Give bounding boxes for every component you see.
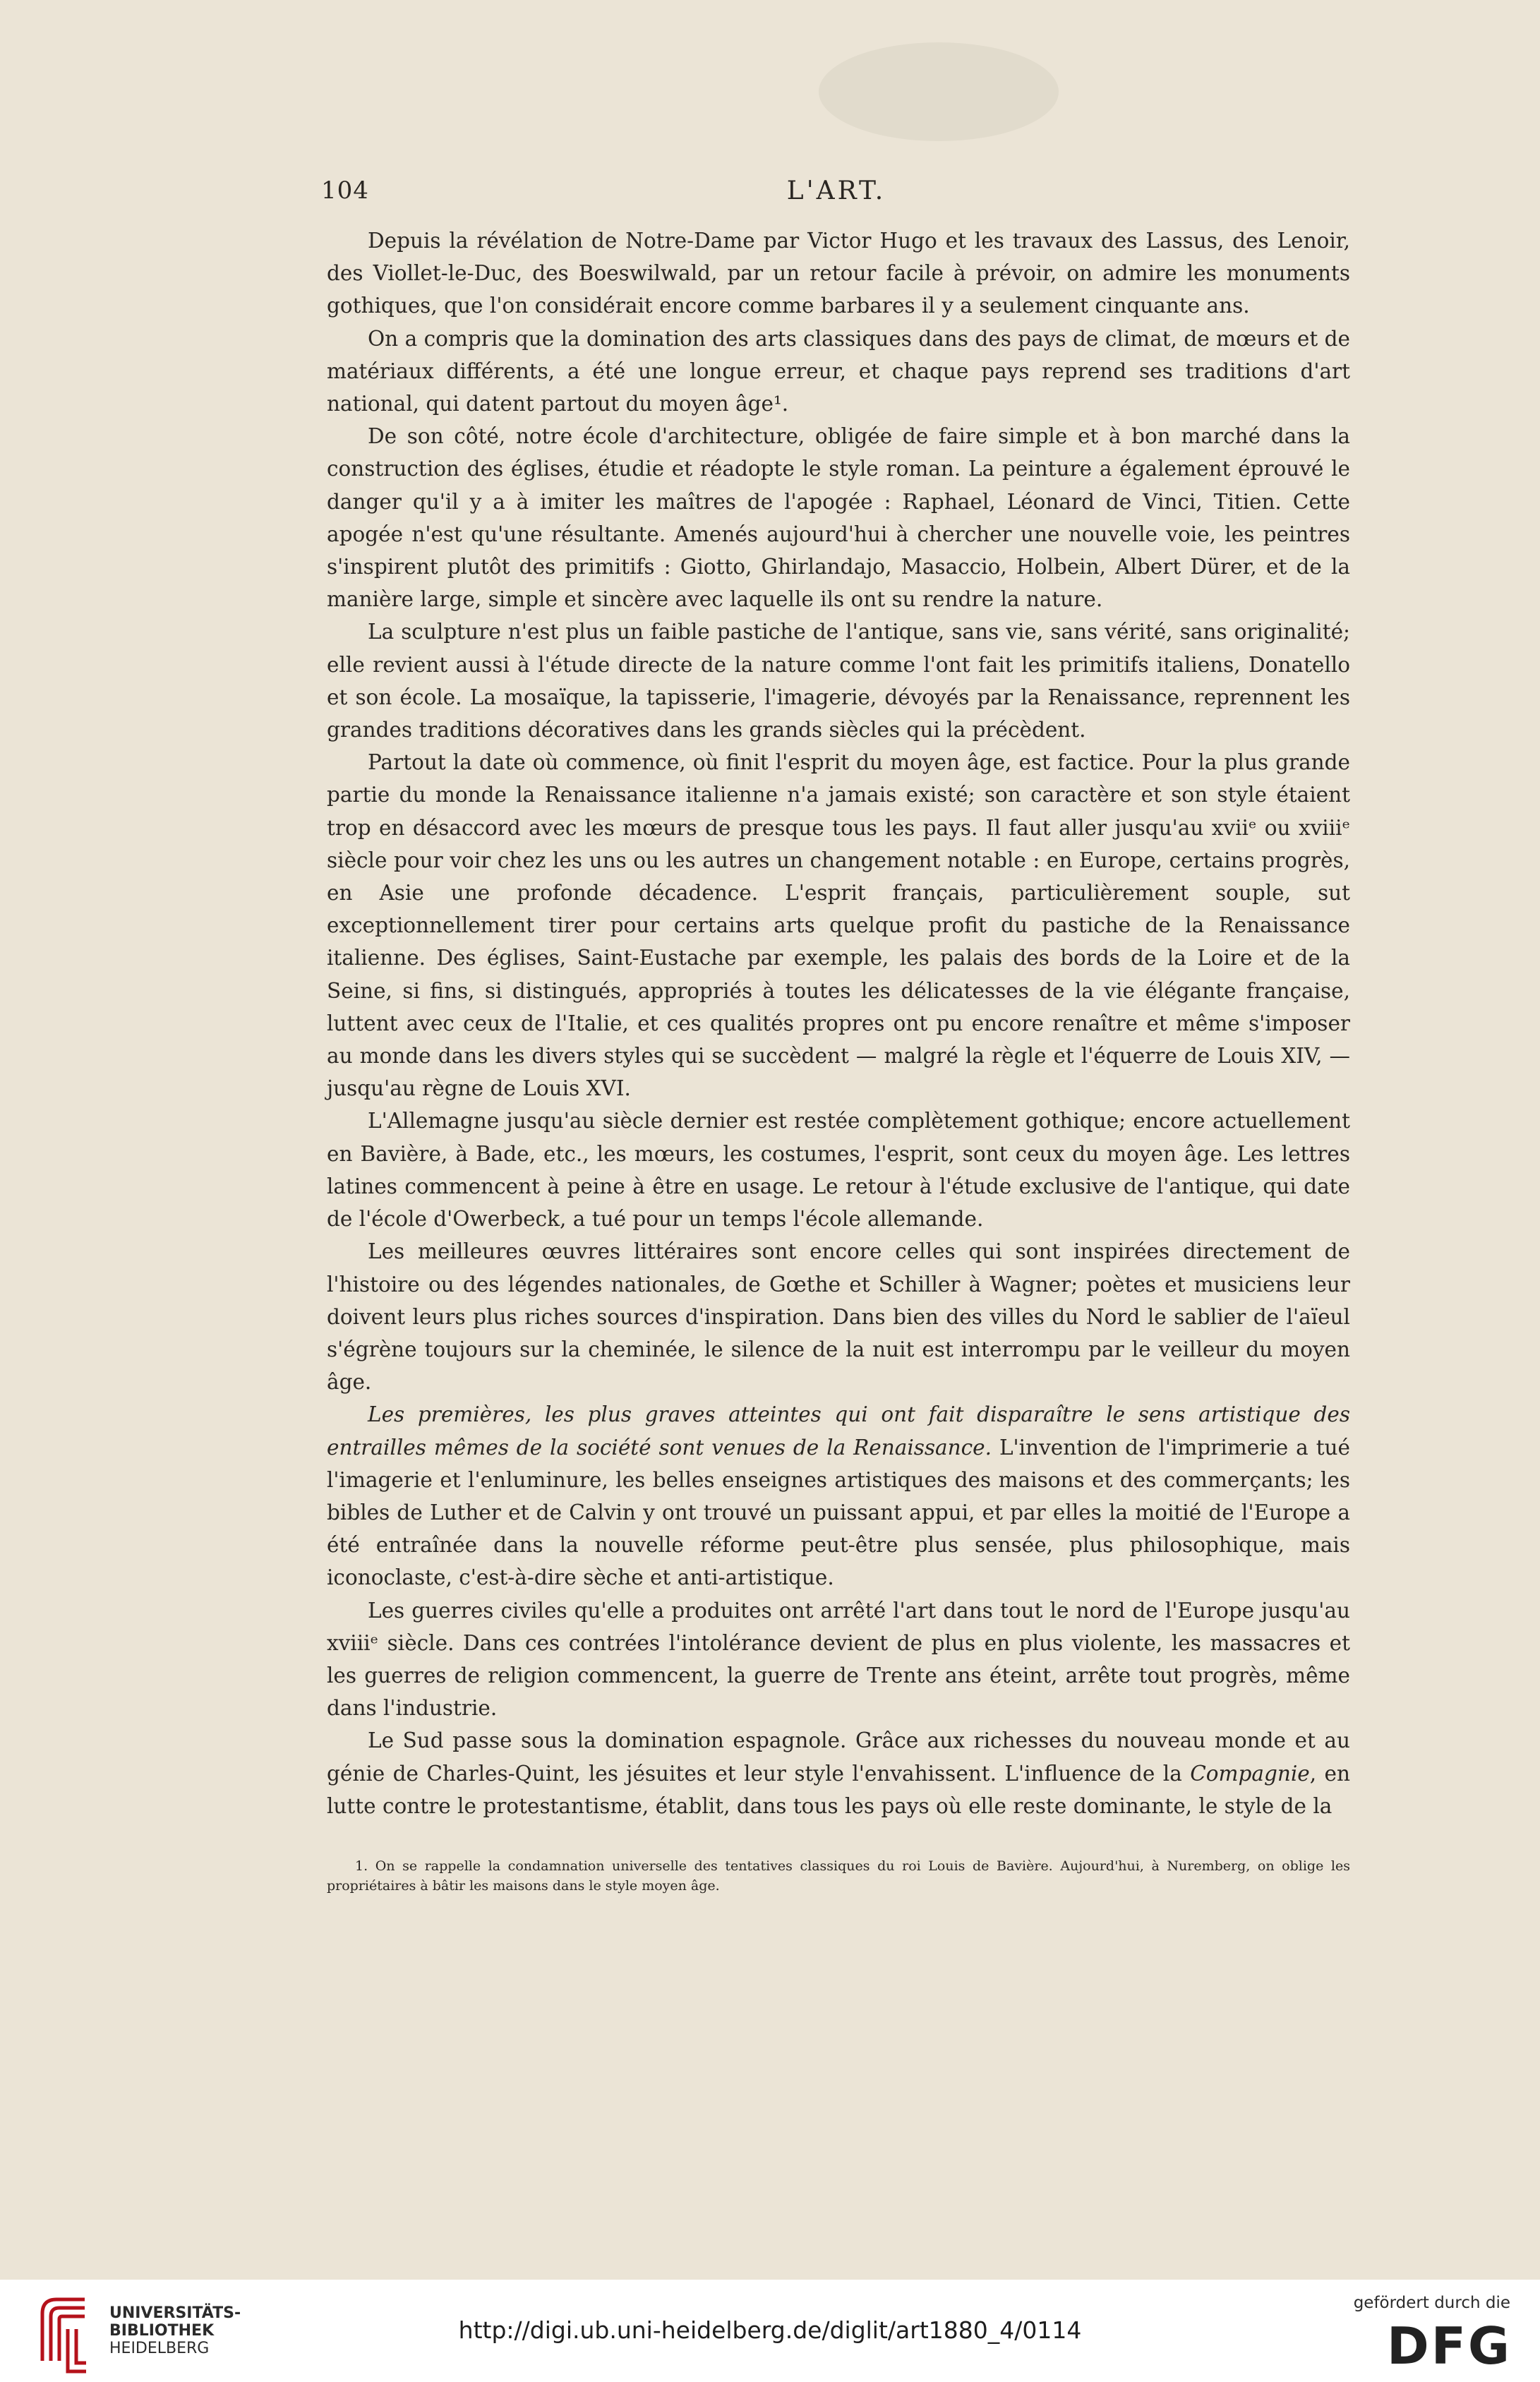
footnote-text: 1. On se rappelle la condamnation universelle des tentatives classiques du roi Louis de Bavière. Aujourd'hui, à Nuremberg, on oblige les propriétaires à bâtir les maisons dans le style moyen âge. (327, 1858, 1350, 1894)
paragraph: Depuis la révélation de Notre-Dame par Victor Hugo et les travaux des Lassus, des Lenoir, des Viollet-le-Duc, des Boeswilwald, par un retour facile à prévoir, on admire les monuments gothiques, que l'on considérait encore comme barbares il y a seulement cinquante ans. (327, 229, 1350, 318)
library-name-line: HEIDELBERG (109, 2340, 210, 2357)
running-title: L'ART. (786, 176, 886, 205)
digitization-footer (0, 2280, 1540, 2382)
paragraph: Les meilleures œuvres littéraires sont encore celles qui sont inspirées directement de l'histoire ou des légendes nationales, de Gœthe et Schiller à Wagner; poètes et musiciens leur doivent leurs plus riches sources d'inspiration. Dans bien des villes du Nord le sablier de l'aïeul s'égrène toujours sur la cheminée, le silence de la nuit est interrompu par le veilleur du moyen âge. (327, 1239, 1350, 1395)
library-name-line: BIBLIOTHEK (109, 2322, 215, 2340)
paragraph: Partout la date où commence, où finit l'esprit du moyen âge, est factice. Pour la plus grande partie du monde la Renaissance italienne n'a jamais existé; son caractère et son style étaient trop en désaccord avec les mœurs de presque tous les pays. Il faut aller jusqu'au xviiᵉ ou xviiiᵉ siècle pour voir chez les uns ou les autres un changement notable : en Europe, certains progrès, en Asie une profonde décadence. L'esprit français, particulièrement souple, sut exceptionnellement tirer pour certains arts quelque profit du pastiche de la Renaissance italienne. Des églises, Saint-Eustache par exemple, les palais des bords de la Loire et de la Seine, si fins, si distingués, appropriés à toutes les délicatesses de la vie élégante française, luttent avec ceux de l'Italie, et ces qualités propres ont pu encore renaître et même s'imposer au monde dans les divers styles qui se succèdent — malgré la règle et l'équerre de Louis XIV, — jusqu'au règne de Louis XVI. (327, 750, 1350, 1101)
paragraph: De son côté, notre école d'architecture, obligée de faire simple et à bon marché dans la construction des églises, étudie et réadopte le style roman. La peinture a également éprouvé le danger qu'il y a à imiter les maîtres de l'apogée : Raphael, Léonard de Vinci, Titien. Cette apogée n'est qu'une résultante. Amenés aujourd'hui à chercher une nouvelle voie, les peintres s'inspirent plutôt des primitifs : Giotto, Ghirlandajo, Masaccio, Holbein, Albert Dürer, et de la manière large, simple et sincère avec laquelle ils ont su rendre la nature. (327, 424, 1350, 612)
last-paragraph (327, 1724, 1350, 1822)
dfg-logo: DFG (1386, 2316, 1512, 2376)
paragraph: Les guerres civiles qu'elle a produites ont arrêté l'art dans tout le nord de l'Europe jusqu'au xviiiᵉ siècle. Dans ces contrées l'intolérance devient de plus en plus violente, les massacres et les guerres de religion commencent, la guerre de Trente ans éteint, arrête tout progrès, même dans l'industrie. (327, 1598, 1350, 1721)
paragraph-continuation: L'invention de l'imprimerie a tué l'imagerie et l'enluminure, les belles enseignes artistiques des maisons et des commerçants; les bibles de Luther et de Calvin y ont trouvé un puissant appui, et par elles la moitié de l'Europe a été entraînée dans la nouvelle réforme peut-être plus sensée, plus philosophique, mais iconoclaste, c'est-à-dire sèche et anti-artistique. (327, 1435, 1351, 1590)
paragraph: La sculpture n'est plus un faible pastiche de l'antique, sans vie, sans vérité, sans originalité; elle revient aussi à l'étude directe de la nature comme l'ont fait les primitifs italiens, Donatello et son école. La mosaïque, la tapisserie, l'imagerie, dévoyés par la Renaissance, reprennent les grandes traditions décoratives dans les grands siècles qui la précèdent. (327, 620, 1350, 742)
footnote (327, 1856, 1350, 1896)
article-body (327, 224, 1350, 1822)
italic-emphasis: Compagnie (1190, 1761, 1310, 1786)
permalink-url[interactable]: http://digi.ub.uni-heidelberg.de/diglit/art1880_4/0114 (458, 2316, 1082, 2344)
library-name-line: UNIVERSITÄTS- (109, 2304, 241, 2322)
page-number: 104 (321, 176, 369, 205)
paragraph: On a compris que la domination des arts classiques dans des pays de climat, de mœurs et de matériaux différents, a été une longue erreur, et chaque pays reprend ses traditions d'art national, qui datent partout du moyen âge¹. (327, 326, 1350, 416)
italic-emphasis: Les premières, les plus graves atteintes qui ont fait disparaître le sens artistique des entrailles mêmes de la société sont venues de la Renaissance. (327, 1402, 1350, 1460)
paragraph: L'Allemagne jusqu'au siècle dernier est restée complètement gothique; encore actuellement en Bavière, à Bade, etc., les mœurs, les costumes, l'esprit, sont ceux du moyen âge. Les lettres latines commencent à peine à être en usage. Le retour à l'étude exclusive de l'antique, qui date de l'école d'Owerbeck, a tué pour un temps l'école allemande. (327, 1109, 1350, 1232)
page-header (321, 176, 1352, 212)
paragraph-text: , en lutte contre le protestantisme, établit, dans tous les pays où elle reste dominante, le style de la (327, 1761, 1350, 1818)
paragraph-with-italic (327, 1398, 1350, 1594)
funding-caption: gefördert durch die (1353, 2294, 1510, 2312)
paper-stain (819, 42, 1059, 141)
paragraph-text: Le Sud passe sous la domination espagnole. Grâce aux richesses du nouveau monde et au génie de Charles-Quint, les jésuites et leur style l'envahissent. L'influence de la (327, 1728, 1350, 1786)
